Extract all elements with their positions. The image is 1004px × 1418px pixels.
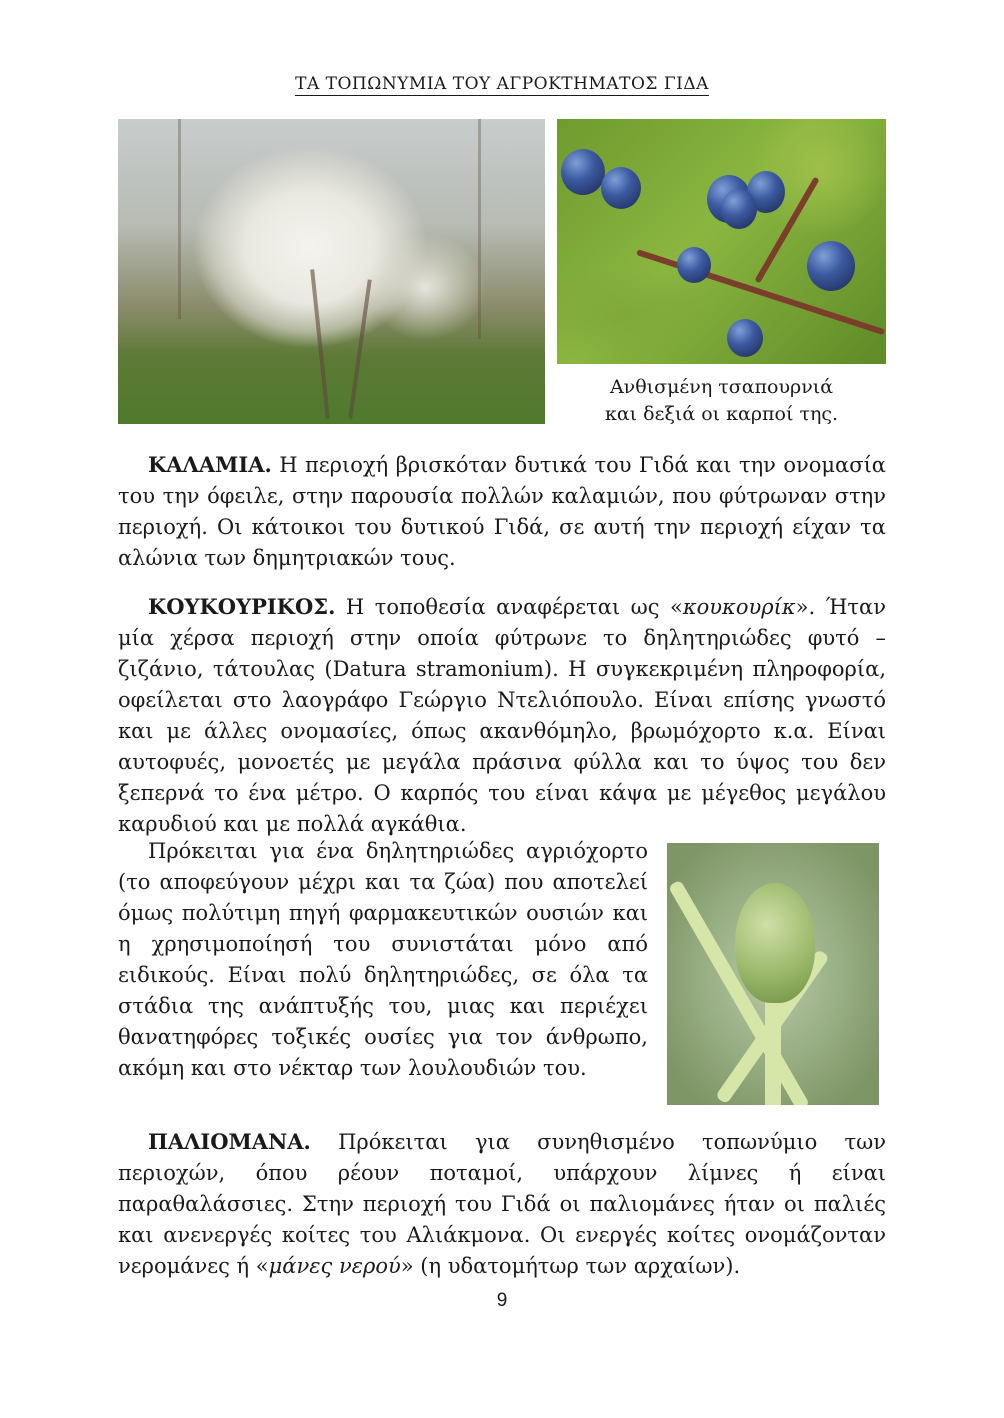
page-number: 9 [496,1290,508,1311]
paliomana-italic: μάνες νερού [268,1254,401,1278]
paliomana-text-after: » (η υδατομήτωρ των αρχαίων). [400,1254,741,1278]
paragraph-kalamia [118,449,886,574]
caption-line-1: Ανθισμένη τσαπουρνιά [609,376,834,398]
koukourikos-italic: κουκουρίκ [682,595,796,619]
caption-line-2: και δεξιά οι καρποί της. [604,403,839,425]
sloe-berries-photo [557,119,886,364]
kalamia-text: Η περιοχή βρισκόταν δυτικά του Γιδά και την ονομασία του την όφειλε, στην παρουσία πολλών καλαμιών, που φύτρωναν στην περιοχή. Οι κάτοικοι του δυτικού Γιδά, σε αυτή την περιοχή είχαν τα αλώνια των δημητριακών τους. [118,453,886,570]
running-header [0,74,1004,94]
term-paliomana: ΠΑΛΙΟΜΑΝΑ. [148,1129,311,1154]
paragraph-paliomana [118,1126,886,1282]
term-koukourikos: ΚΟΥΚΟΥΡΙΚΟΣ. [148,594,336,619]
term-kalamia: ΚΑΛΑΜΙΑ. [148,452,272,477]
header-title: ΤΑ ΤΟΠΩΝΥΜΙΑ ΤΟΥ ΑΓΡΟΚΤΗΜΑΤΟΣ ΓΙΔΑ [295,74,709,94]
blackthorn-blossom-photo [118,119,545,424]
koukourikos-text-after: ». Ήταν μία χέρσα περιοχή στην οποία φύτρωνε το δηλητηριώδες φυτό – ζιζάνιο, τάτουλας (Datura stramonium). Η συγκεκριμένη πληροφορία, οφείλεται στο λαογράφο Γεώργιο Ντελιόπουλο. Είναι επίσης γνωστό και με άλλες ονομασίες, όπως ακανθόμηλο, βρωμόχορτο κ.α. Είναι αυτοφυές, μονοετές με μεγάλα πράσινα φύλλα και το ύψος του δεν ξεπερνά το ένα μέτρο. Ο καρπός του είναι κάψα με μέγεθος μεγάλου καρυδιού και με πολλά αγκάθια. [118,595,886,836]
koukourikos-text-before: Η τοποθεσία αναφέρεται ως « [335,595,683,619]
datura-pod-photo [667,843,879,1105]
paliomana-text-before: Πρόκειται για συνηθισμένο τοπωνύμιο των περιοχών, όπου ρέουν ποταμοί, υπάρχουν λίμνες ή είναι παραθαλάσσιες. Στην περιοχή του Γιδά οι παλιομάνες ήταν οι παλιές και ανενεργές κοίτες του Αλιάκμονα. Οι ενεργές κοίτες ονομάζονταν νερομάνες ή « [118,1130,886,1278]
paragraph-koukourikos [118,591,886,840]
poison-text: Πρόκειται για ένα δηλητηριώδες αγριόχορτο (το αποφεύγουν μέχρι και τα ζώα) που αποτελεί όμως πολύτιμη πηγή φαρμακευτικών ουσιών και η χρησιμοποίησή του συνιστάται μόνο από ειδικούς. Είναι πολύ δηλητηριώδες, σε όλα τα στάδια της ανάπτυξής του, μιας και περιέχει θανατηφόρες τοξικές ουσίες για τον άνθρωπο, ακόμη και στο νέκταρ των λουλουδιών του. [118,839,648,1080]
paragraph-poison [118,836,648,1084]
photo-caption [557,374,886,428]
